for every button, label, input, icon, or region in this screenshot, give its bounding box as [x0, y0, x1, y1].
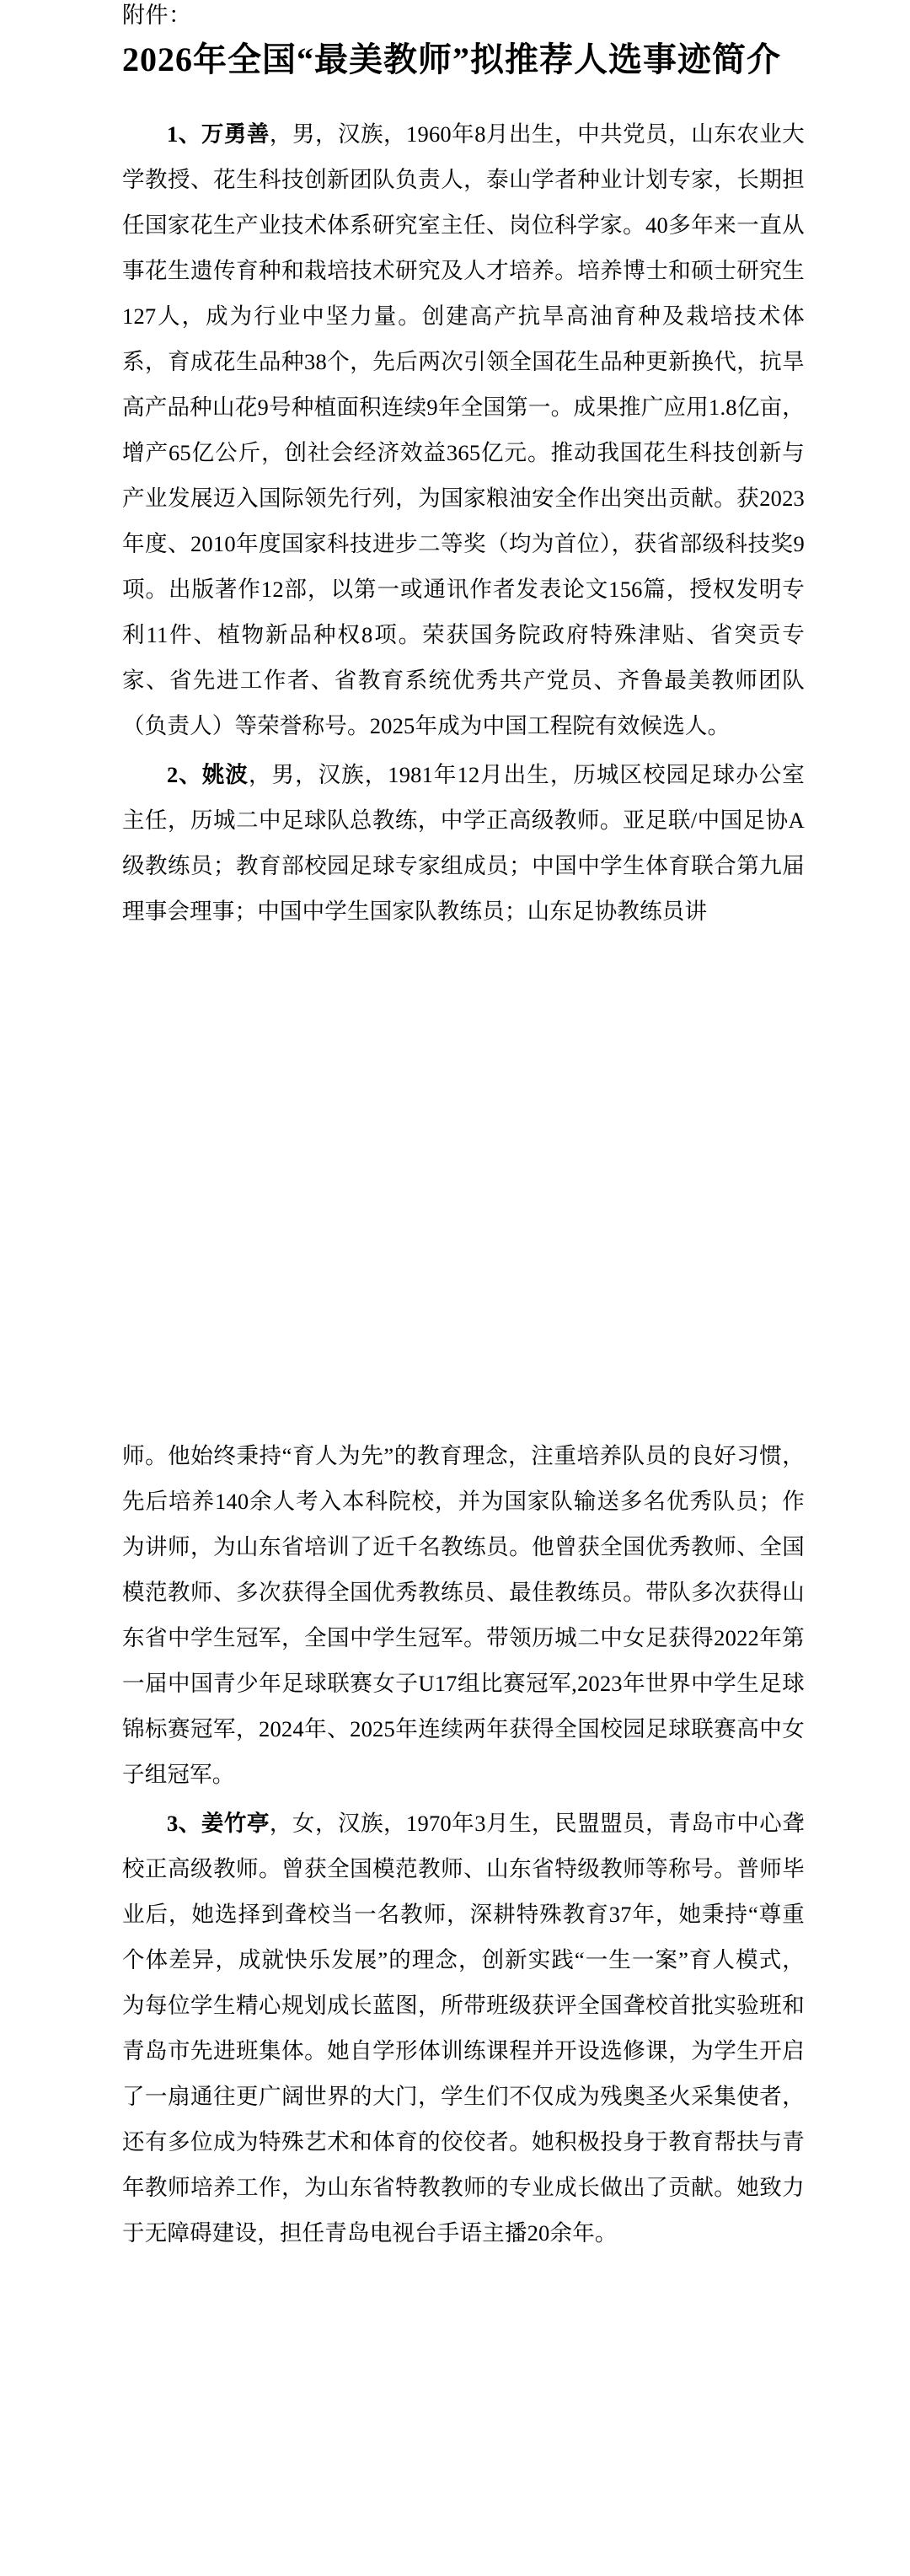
biography-body-2-page1: ，男，汉族，1981年12月出生，历城区校园足球办公室主任，历城二中足球队总教练，中学正高级教师。亚足联/中国足协A级教练员；教育部校园足球专家组成员；中国中学生体育联合第九届理事会理事；中国中学生国家队教练员；山东足协教练员讲 [122, 762, 806, 925]
biography-list [122, 111, 805, 934]
biography-body-2-page2: 师。他始终秉持“育人为先”的教育理念，注重培养队员的良好习惯，先后培养140余人考入本科院校，并为国家队输送多名优秀队员；作为讲师，为山东省培训了近千名教练员。他曾获全国优秀教师、全国模范教师、多次获得全国优秀教练员、最佳教练员。带队多次获得山东省中学生冠军，全国中学生冠军。带领历城二中女足获得2022年第一届中国青少年足球联赛女子U17组比赛冠军,2023年世界中学生足球锦标赛冠军，2024年、2025年连续两年获得全国校园足球联赛高中女子组冠军。 [122, 1443, 805, 1787]
biography-entry-2 [122, 752, 805, 934]
page-two-content [0, 1433, 910, 2259]
page-one-content [0, 0, 910, 937]
biography-entry-3 [122, 1801, 805, 2256]
biography-entry-2-continued [122, 1433, 805, 1797]
entry-index-1: 1、 [167, 121, 201, 148]
entry-index-3: 3、 [167, 1811, 201, 1836]
person-name-3: 姜竹亭 [201, 1811, 270, 1836]
person-name-1: 万勇善 [201, 121, 270, 148]
page-title: 2026年全国“最美教师”拟推荐人选事迹简介 [122, 40, 781, 79]
biography-body-3: ，女，汉族，1970年3月生，民盟盟员，青岛市中心聋校正高级教师。曾获全国模范教师、山东省特级教师等称号。普师毕业后，她选择到聋校当一名教师，深耕特殊教育37年，她秉持“尊重个体差异，成就快乐发展”的理念，创新实践“一生一案”育人模式，为每位学生精心规划成长蓝图，所带班级获评全国聋校首批实验班和青岛市先进班集体。她自学形体训练课程并开设选修课，为学生开启了一扇通往更广阔世界的大门，学生们不仅成为残奥圣火采集使者，还有多位成为特殊艺术和体育的佼佼者。她积极投身于教育帮扶与青年教师培养工作，为山东省特教教师的专业成长做出了贡献。她致力于无障碍建设，担任青岛电视台手语主播20余年。 [122, 1811, 805, 2246]
biography-list-continued [122, 1433, 805, 2256]
entry-index-2: 2、 [167, 762, 202, 788]
biography-paragraph [122, 1433, 805, 1797]
biography-paragraph [122, 1801, 805, 2256]
biography-body-1: ，男，汉族，1960年8月出生，中共党员，山东农业大学教授、花生科技创新团队负责人，泰山学者种业计划专家，长期担任国家花生产业技术体系研究室主任、岗位科学家。40多年来一直从事花生遗传育种和栽培技术研究及人才培养。培养博士和硕士研究生127人，成为行业中坚力量。创建高产抗旱高油育种及栽培技术体系，育成花生品种38个，先后两次引领全国花生品种更新换代，抗旱高产品种山花9号种植面积连续9年全国第一。成果推广应用1.8亿亩，增产65亿公斤，创社会经济效益365亿元。推动我国花生科技创新与产业发展迈入国际领先行列，为国家粮油安全作出突出贡献。获2023年度、2010年度国家科技进步二等奖（均为首位），获省部级科技奖9项。出版著作12部，以第一或通讯作者发表论文156篇，授权发明专利11件、植物新品种权8项。荣获国务院政府特殊津贴、省突贡专家、省先进工作者、省教育系统优秀共产党员、齐鲁最美教师团队（负责人）等荣誉称号。2025年成为中国工程院有效候选人。 [122, 121, 805, 739]
attachment-label: 附件： [122, 3, 192, 28]
biography-paragraph [122, 111, 805, 749]
biography-paragraph [122, 752, 805, 934]
biography-entry-1 [122, 111, 805, 749]
person-name-2: 姚波 [201, 762, 249, 788]
